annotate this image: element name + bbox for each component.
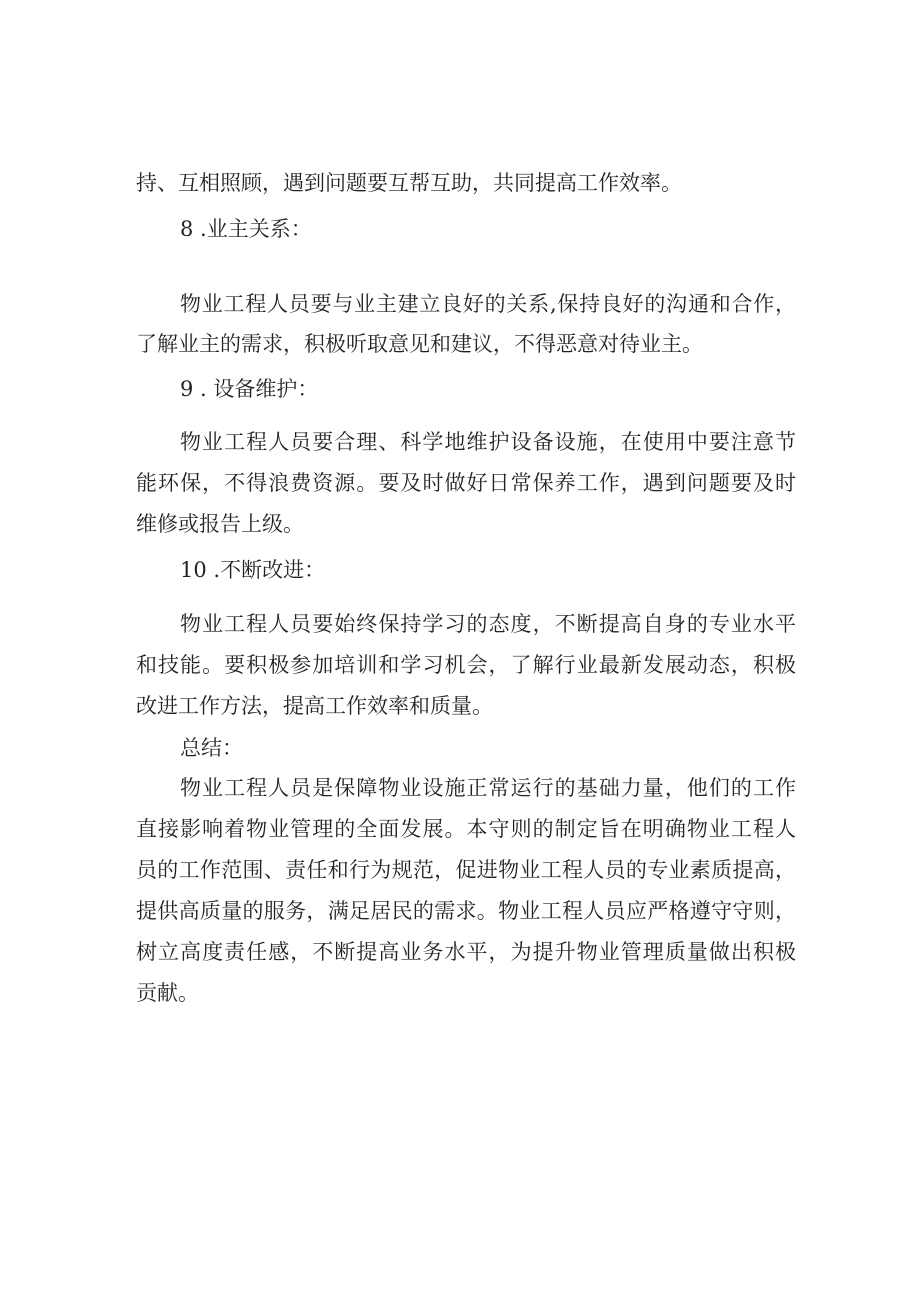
section-heading-summary: 总结： bbox=[180, 736, 243, 760]
body-line: 物业工程人员要与业主建立良好的关系,保持良好的沟通和合作， bbox=[180, 292, 796, 316]
section-heading-equipment-maintenance: 9 . 设备维护： bbox=[180, 377, 319, 401]
body-line: 维修或报告上级。 bbox=[136, 512, 304, 536]
body-line: 树立高度责任感，不断提高业务水平，为提升物业管理质量做出积极 bbox=[136, 940, 796, 964]
body-line: 和技能。要积极参加培训和学习机会，了解行业最新发展动态，积极 bbox=[136, 653, 796, 677]
body-line: 物业工程人员是保障物业设施正常运行的基础力量，他们的工作 bbox=[180, 776, 796, 800]
body-line: 持、互相照顾，遇到问题要互帮互助，共同提高工作效率。 bbox=[136, 171, 682, 195]
body-line: 改进工作方法，提高工作效率和质量。 bbox=[136, 694, 493, 718]
body-line: 提供高质量的服务，满足居民的需求。物业工程人员应严格遵守守则， bbox=[136, 899, 796, 923]
body-line: 直接影响着物业管理的全面发展。本守则的制定旨在明确物业工程人 bbox=[136, 817, 796, 841]
body-line: 能环保，不得浪费资源。要及时做好日常保养工作，遇到问题要及时 bbox=[136, 471, 796, 495]
section-heading-owner-relations: 8 .业主关系： bbox=[180, 217, 312, 241]
body-line: 贡献。 bbox=[136, 981, 199, 1005]
body-line: 了解业主的需求，积极听取意见和建议，不得恶意对待业主。 bbox=[136, 332, 703, 356]
body-line: 物业工程人员要合理、科学地维护设备设施，在使用中要注意节 bbox=[180, 430, 796, 454]
body-line: 员的工作范围、责任和行为规范，促进物业工程人员的专业素质提高， bbox=[136, 858, 796, 882]
body-line: 物业工程人员要始终保持学习的态度，不断提高自身的专业水平 bbox=[180, 612, 796, 636]
section-heading-continuous-improvement: 10 .不断改进： bbox=[180, 558, 326, 582]
